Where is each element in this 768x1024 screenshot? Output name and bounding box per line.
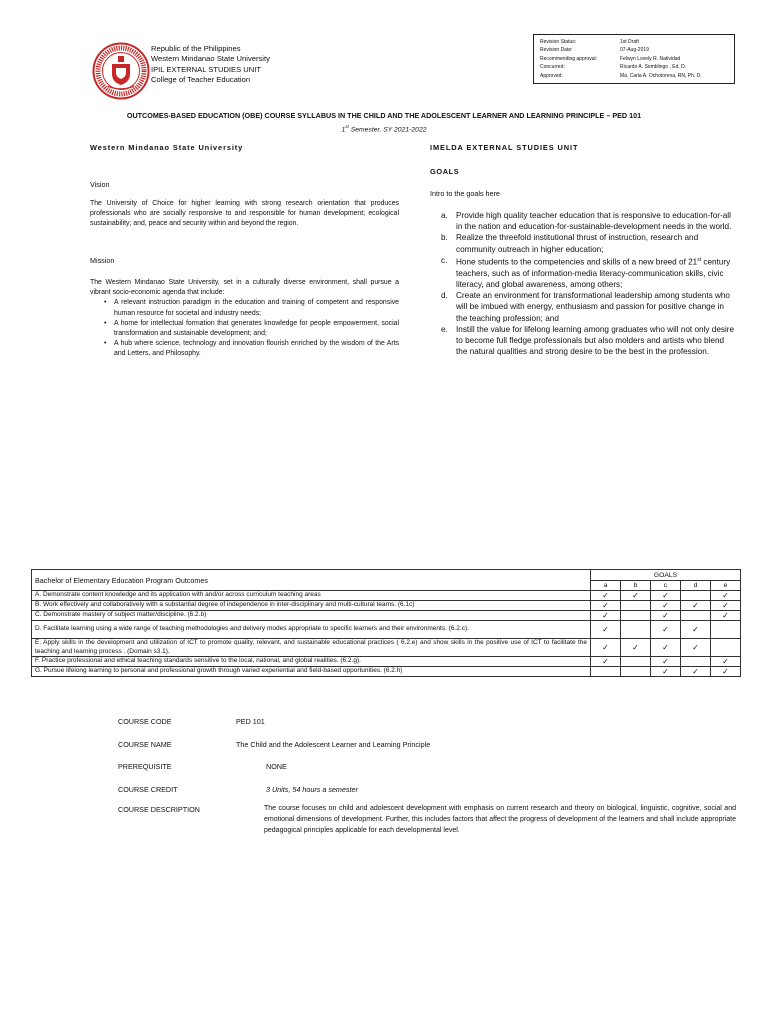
empty-cell (591, 667, 621, 677)
course-description-text: The course focuses on child and adolescent development with emphasis on current research and theory on biological, linguistic, cognitive, social and emotional dimensions of development. Further, this includes factors that affect the progress of development of the learners and shall include appropriate pedagogical principles applicable for each developmental level. (264, 805, 736, 834)
empty-cell (621, 601, 651, 611)
header-line: Republic of the Philippines (151, 44, 241, 53)
check-mark: ✓ (651, 591, 681, 601)
program-outcomes-table (31, 569, 741, 677)
check-mark: ✓ (711, 601, 741, 611)
goal-item: c. Hone students to the competencies and skills of a new breed of 21st century teachers, such as of information-media literacy-communication skills, civic literacy, and global awareness, among others; (441, 255, 731, 289)
check-mark: ✓ (621, 639, 651, 657)
syllabus-title: OUTCOMES-BASED EDUCATION (OBE) COURSE SYLLABUS IN THE CHILD AND THE ADOLESCENT LEARNER AND LEARNING PRINCIPLE – PED 101 (126, 111, 642, 120)
goal-letter-header: a (591, 581, 621, 591)
mission-label: Mission (90, 256, 115, 265)
check-mark: ✓ (681, 621, 711, 639)
vision-text: The University of Choice for higher learning with strong research orientation that produces professionals who are socially responsive to and responsible for human development; ecological sustainability; and, peace and security within and beyond the region. (90, 200, 399, 228)
check-mark: ✓ (651, 639, 681, 657)
revision-box (533, 34, 735, 84)
prerequisite-value: NONE (266, 762, 287, 771)
check-mark: ✓ (621, 591, 651, 601)
course-code-label: COURSE CODE (118, 717, 172, 726)
goal-item: e. Instill the value for lifelong learning among graduates who will not only desire to become full fledge professionals but also molders and artists who blend the natural qualities and strong desire to be the best in the profession. (441, 324, 735, 357)
course-name-value: The Child and the Adolescent Learner and Learning Principle (236, 740, 431, 749)
course-credit-value: 3 Units, 54 hours a semester (266, 785, 358, 794)
check-mark: ✓ (591, 621, 621, 639)
check-mark: ✓ (591, 639, 621, 657)
check-mark: ✓ (591, 657, 621, 667)
goal-letter-header: e (711, 581, 741, 591)
mission-block (90, 278, 399, 360)
empty-cell (621, 621, 651, 639)
check-mark: ✓ (591, 591, 621, 601)
outcome-text: G. Pursue lifelong learning to personal and professional growth through varied experiential and field-based opportunities. (6.2.h) (32, 667, 591, 677)
check-mark: ✓ (681, 601, 711, 611)
header-line: College of Teacher Education (151, 75, 251, 85)
goals-column-header: GOALS (591, 570, 741, 581)
goals-list (441, 210, 737, 357)
empty-cell (681, 611, 711, 621)
university-name: Western Mindanao State University (90, 143, 244, 152)
outcome-text: C. Demonstrate mastery of subject matter/discipline. (6.2.b) (32, 611, 591, 621)
check-mark: ✓ (681, 667, 711, 677)
check-mark: ✓ (591, 601, 621, 611)
goal-item: a. Provide high quality teacher education that is responsive to education-for-all in the nation and education-for-sustainable-development needs in the world. (441, 211, 732, 232)
revision-row: Recommending approval: Felwyn Lovely R. Natividad (540, 55, 681, 62)
goal-item: b. Realize the threefold institutional thrust of instruction, research and community outreach in higher education; (441, 233, 699, 254)
revision-row: Approved: Ma. Carla A. Ochotorena, RN, Ph. D. (540, 72, 702, 79)
revision-row: Concurred: Ricardo A. Somblingo , Ed. D. (540, 64, 687, 71)
prerequisite-label: PREREQUISITE (118, 762, 172, 771)
table-row (32, 657, 741, 667)
institution-header (151, 44, 270, 86)
outcomes-header: Bachelor of Elementary Education Program Outcomes (32, 570, 591, 591)
check-mark: ✓ (651, 611, 681, 621)
empty-cell (621, 611, 651, 621)
mission-item: • A relevant instruction paradigm in the education and training of competent and responsive human resource for societal and industry needs; (114, 298, 399, 318)
header-line: Western Mindanao State University (151, 54, 270, 64)
outcome-text: F. Practice professional and ethical teaching standards sensitive to the local, national, and global realities. (6.2.g). (32, 657, 591, 667)
semester-line: 1st Semester, SY 2021-2022 (341, 124, 427, 134)
outcome-text: A. Demonstrate content knowledge and its application with and/or across curriculum teaching areas (32, 591, 591, 601)
check-mark: ✓ (651, 657, 681, 667)
empty-cell (711, 621, 741, 639)
mission-text: The Western Mindanao State University, set in a culturally diverse environment, shall pursue a vibrant socio-economic agenda that include: (90, 279, 399, 297)
check-mark: ✓ (711, 591, 741, 601)
revision-row: Revision Status: 1st Draft (540, 39, 639, 45)
mission-list (90, 298, 399, 359)
check-mark: ✓ (681, 639, 711, 657)
mission-item: • A hub where science, technology and innovation flourish enriched by the wisdom of the Arts and Letters, and Philosophy. (114, 339, 399, 359)
outcome-text: B. Work effectively and collaboratively with a substantial degree of independence in inter-disciplinary and multi-cultural teams. (6.1c) (32, 601, 591, 611)
header-line: IPIL EXTERNAL STUDIES UNIT (151, 64, 261, 74)
table-row (32, 667, 741, 677)
table-row (32, 639, 741, 657)
table-row (32, 611, 741, 621)
goal-letter-header: d (681, 581, 711, 591)
goal-letter-header: b (621, 581, 651, 591)
course-name-label: COURSE NAME (118, 740, 172, 749)
table-row (32, 621, 741, 639)
revision-row: Revision Date: 07-Aug-2019 (540, 47, 649, 54)
check-mark: ✓ (591, 611, 621, 621)
empty-cell (681, 591, 711, 601)
goal-letter-header: c (651, 581, 681, 591)
check-mark: ✓ (711, 667, 741, 677)
check-mark: ✓ (711, 611, 741, 621)
course-credit-label: COURSE CREDIT (118, 785, 178, 794)
course-code-value: PED 101 (236, 717, 265, 726)
unit-name: IMELDA EXTERNAL STUDIES UNIT (430, 143, 579, 152)
course-description-label: COURSE DESCRIPTION (118, 805, 200, 814)
goal-item: d. Create an environment for transformational leadership among students who will be imbued with energy, enthusiasm and passion for positive change in the teaching profession; and (441, 291, 730, 323)
check-mark: ✓ (711, 657, 741, 667)
check-mark: ✓ (651, 621, 681, 639)
outcome-text: D. Facilitate learning using a wide range of teaching methodologies and delivery modes appropriate to specific learners and their environments. (6.2.c). (32, 621, 591, 639)
mission-item: • A home for intellectual formation that generates knowledge for people empowerment, social transformation and sustainable development; and; (114, 319, 399, 339)
table-row (32, 591, 741, 601)
empty-cell (621, 657, 651, 667)
vision-label: Vision (90, 180, 110, 189)
check-mark: ✓ (651, 667, 681, 677)
outcomes-body (32, 591, 741, 677)
university-seal-logo (92, 42, 150, 100)
empty-cell (681, 657, 711, 667)
table-row (32, 601, 741, 611)
check-mark: ✓ (651, 601, 681, 611)
outcome-text: E. Apply skills in the development and utilization of ICT to promote quality, relevant, and sustainable educational practices ( 6.2.e) and show skills in the positive use of ICT to facilitate the teaching and learning process . (Domain s3.1). (32, 639, 591, 657)
goals-intro: Intro to the goals here (430, 189, 500, 198)
empty-cell (711, 639, 741, 657)
empty-cell (621, 667, 651, 677)
goals-label: GOALS (430, 167, 460, 176)
